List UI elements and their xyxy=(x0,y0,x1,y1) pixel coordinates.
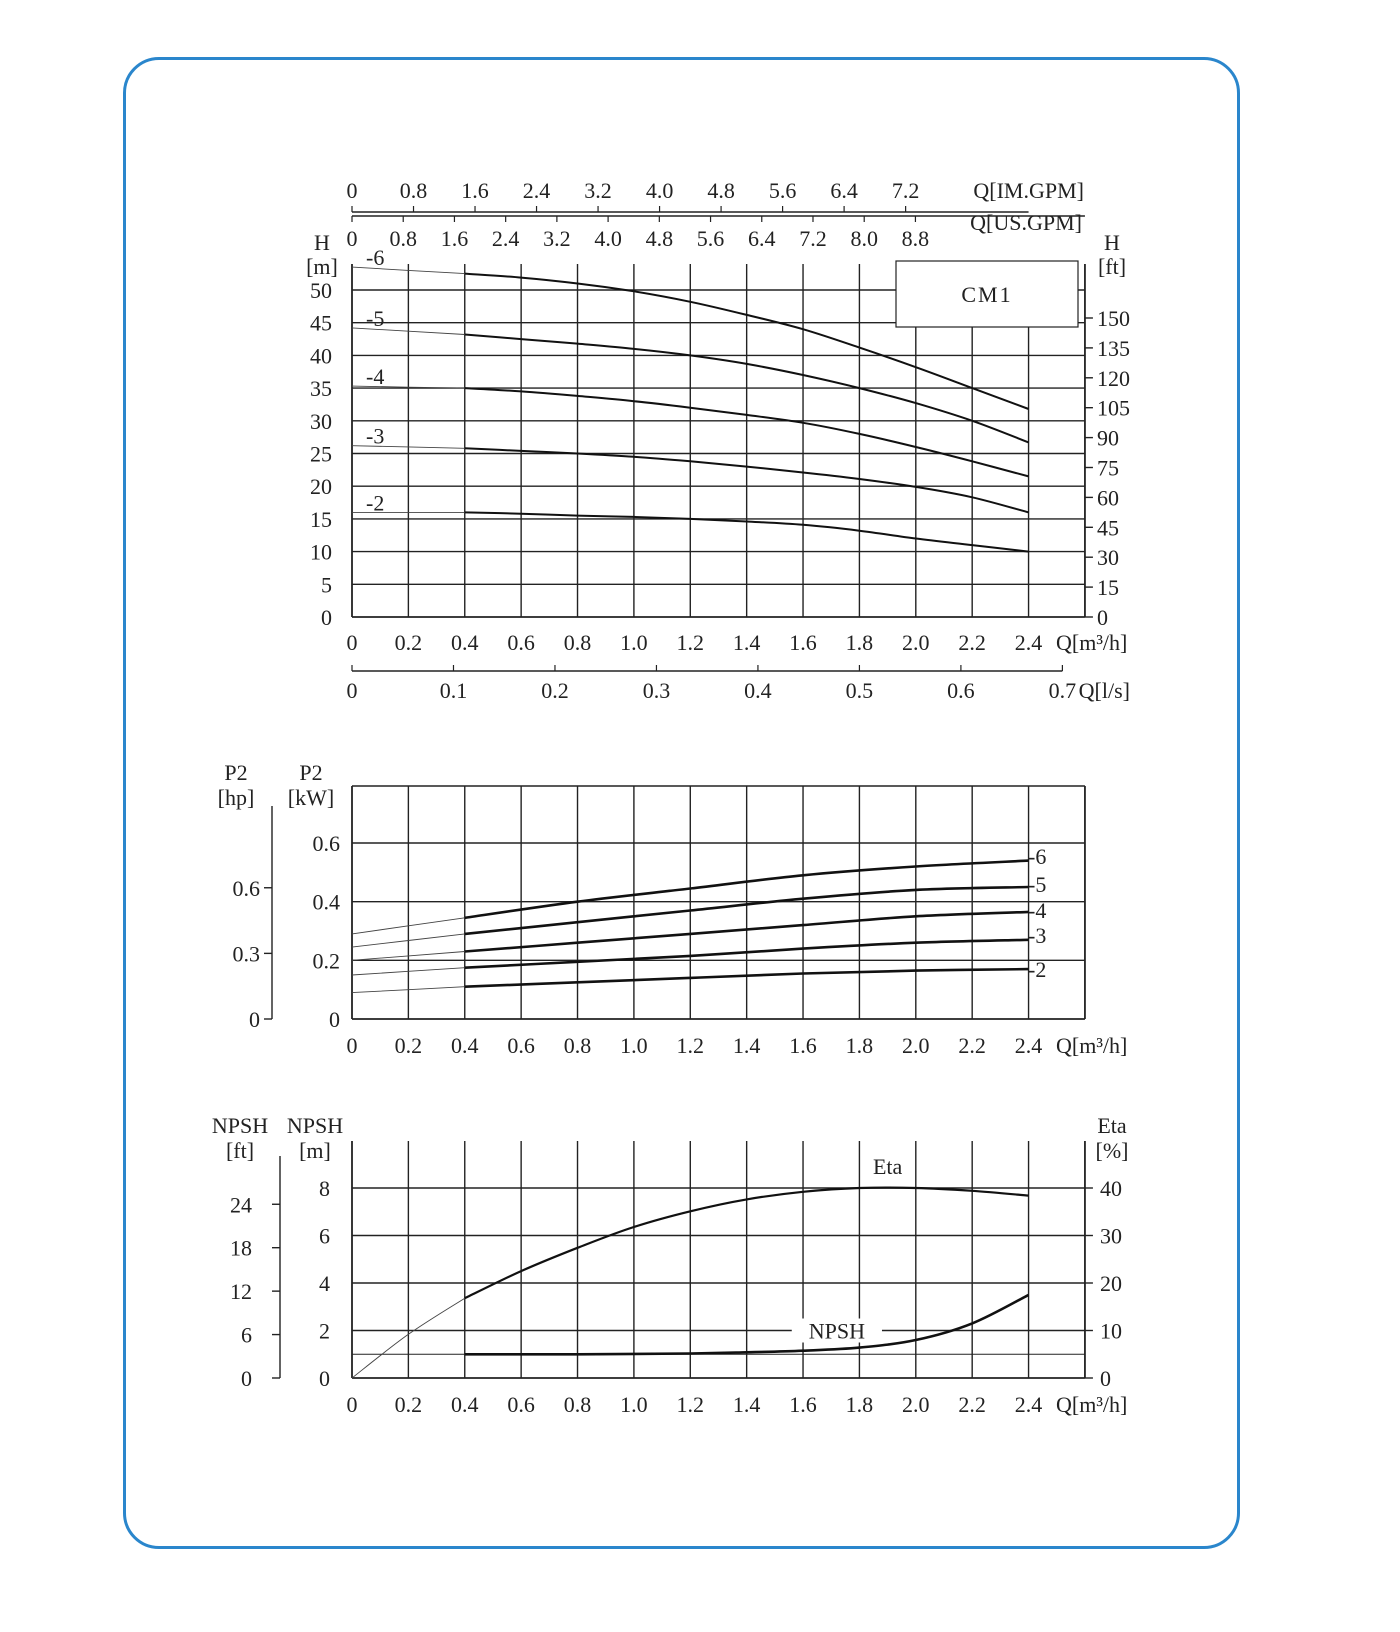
power-kw-tick-label: 0.2 xyxy=(312,948,340,974)
head-right-tick-label: 15 xyxy=(1096,575,1119,601)
us-gpm-tick-label: 0 xyxy=(346,226,358,251)
head-x-tick-label: 2.4 xyxy=(1014,630,1043,655)
eta-curve-label: Eta xyxy=(872,1154,903,1179)
eta-ylabel-unit: [%] xyxy=(1095,1138,1129,1163)
head-y-tick-label: 45 xyxy=(310,310,332,336)
power-x-tick-label: 2.4 xyxy=(1014,1033,1043,1058)
head-x-tick-label: 0.2 xyxy=(394,630,423,655)
npsh-x-tick-label: 0.2 xyxy=(394,1392,423,1417)
ls-tick-label: 0.5 xyxy=(845,678,874,703)
head-x-tick-label: 1.0 xyxy=(620,630,648,655)
head-ylabel-left-unit: [m] xyxy=(306,254,338,279)
npsh-x-tick-label: 2.0 xyxy=(902,1392,930,1417)
us-gpm-tick-label: 8.8 xyxy=(901,226,930,251)
npsh-x-tick-label: 0 xyxy=(346,1392,358,1417)
head-right-tick-label: 75 xyxy=(1096,455,1119,481)
head-right-tick-label: 0 xyxy=(1096,605,1108,630)
us-gpm-tick-label: 1.6 xyxy=(440,226,469,251)
npsh-x-tick-label: 1.0 xyxy=(620,1392,648,1417)
power-xlabel: Q[m³/h] xyxy=(1056,1033,1128,1058)
npsh-x-tick-label: 1.8 xyxy=(845,1392,874,1417)
eta-tick-label: 0 xyxy=(1100,1366,1111,1391)
head-right-tick-label: 150 xyxy=(1096,305,1130,331)
head-ylabel-right: H xyxy=(1104,230,1120,255)
head-right-tick-label: 90 xyxy=(1096,425,1119,451)
head-x-tick-label: 2.2 xyxy=(958,630,986,655)
npsh-ft-tick-label: 0 xyxy=(241,1366,252,1391)
im-gpm-label: Q[IM.GPM] xyxy=(973,178,1084,203)
npsh-x-tick-label: 1.2 xyxy=(676,1392,705,1417)
us-gpm-tick-label: 4.8 xyxy=(645,226,674,251)
power-curve-label: -2 xyxy=(1028,957,1047,982)
head-y-tick-label: 30 xyxy=(310,408,332,434)
npsh-x-tick-label: 0.8 xyxy=(563,1392,592,1417)
head-y-tick-label: 25 xyxy=(310,441,332,467)
npsh-x-tick-label: 0.4 xyxy=(451,1392,479,1417)
npsh-m-tick-label: 4 xyxy=(319,1271,330,1296)
head-y-tick-label: 35 xyxy=(310,376,332,402)
npsh-m-tick-label: 0 xyxy=(319,1366,330,1391)
power-hp-tick-label: 0.3 xyxy=(232,941,260,967)
im-gpm-tick-label: 7.2 xyxy=(891,178,920,203)
im-gpm-tick-label: 4.0 xyxy=(645,178,674,203)
head-x-tick-label: 1.6 xyxy=(789,630,817,655)
power-ylabel-hp: P2 xyxy=(224,760,248,785)
us-gpm-tick-label: 8.0 xyxy=(850,226,878,251)
npsh-xlabel: Q[m³/h] xyxy=(1056,1392,1128,1417)
npsh-ylabel-ft: NPSH xyxy=(211,1113,269,1138)
ls-tick-label: 0.1 xyxy=(439,678,468,703)
head-curve-label: -5 xyxy=(366,305,385,331)
head-ylabel-left: H xyxy=(314,230,330,255)
npsh-x-tick-label: 2.2 xyxy=(958,1392,986,1417)
head-x-tick-label: 0.6 xyxy=(507,630,535,655)
ls-label: Q[l/s] xyxy=(1078,678,1130,703)
im-gpm-tick-label: 0.8 xyxy=(399,178,428,203)
head-right-tick-label: 105 xyxy=(1096,395,1130,421)
us-gpm-tick-label: 3.2 xyxy=(543,226,571,251)
power-kw-tick-label: 0.6 xyxy=(312,831,340,856)
head-right-tick-label: 60 xyxy=(1096,485,1119,511)
us-gpm-tick-label: 6.4 xyxy=(748,226,776,251)
im-gpm-tick-label: 6.4 xyxy=(830,178,858,203)
npsh-x-tick-label: 1.6 xyxy=(789,1392,817,1417)
head-x-tick-label: 0 xyxy=(346,630,358,655)
head-curve-label: -4 xyxy=(366,364,385,390)
power-x-tick-label: 0.6 xyxy=(507,1033,535,1058)
im-gpm-tick-label: 2.4 xyxy=(522,178,551,203)
head-y-tick-label: 15 xyxy=(310,506,332,532)
power-curve-label: -3 xyxy=(1028,923,1047,948)
head-x-tick-label: 1.2 xyxy=(676,630,705,655)
head-ylabel-right-unit: [ft] xyxy=(1097,254,1127,279)
ls-tick-label: 0 xyxy=(346,678,358,703)
npsh-x-tick-label: 1.4 xyxy=(732,1392,761,1417)
eta-tick-label: 20 xyxy=(1100,1271,1122,1296)
ls-tick-label: 0.7 xyxy=(1048,678,1077,703)
im-gpm-tick-label: 0 xyxy=(346,178,358,203)
us-gpm-tick-label: 5.6 xyxy=(696,226,725,251)
npsh-ylabel-m: NPSH xyxy=(286,1113,344,1138)
head-x-tick-label: 1.8 xyxy=(845,630,874,655)
head-y-tick-label: 40 xyxy=(310,343,332,369)
head-xlabel: Q[m³/h] xyxy=(1056,630,1128,655)
ls-tick-label: 0.2 xyxy=(541,678,569,703)
eta-tick-label: 40 xyxy=(1100,1176,1122,1201)
head-right-tick-label: 30 xyxy=(1096,545,1119,571)
us-gpm-label: Q[US.GPM] xyxy=(970,210,1082,235)
npsh-x-tick-label: 2.4 xyxy=(1014,1392,1043,1417)
model-label: CM1 xyxy=(961,282,1013,307)
us-gpm-tick-label: 2.4 xyxy=(491,226,520,251)
power-ylabel-kw: P2 xyxy=(299,760,323,785)
power-hp-tick-label: 0 xyxy=(249,1007,260,1032)
head-x-tick-label: 1.4 xyxy=(732,630,761,655)
power-ylabel-kw-unit: [kW] xyxy=(287,785,335,810)
power-curve-label: -5 xyxy=(1028,872,1047,897)
power-x-tick-label: 2.0 xyxy=(902,1033,930,1058)
head-y-tick-label: 20 xyxy=(310,474,332,500)
eta-tick-label: 30 xyxy=(1100,1223,1122,1249)
npsh-x-tick-label: 0.6 xyxy=(507,1392,535,1417)
npsh-m-tick-label: 6 xyxy=(319,1223,330,1249)
head-x-tick-label: 0.8 xyxy=(563,630,592,655)
us-gpm-tick-label: 0.8 xyxy=(389,226,417,251)
head-y-tick-label: 0 xyxy=(321,605,332,630)
npsh-m-tick-label: 8 xyxy=(319,1176,330,1201)
ls-tick-label: 0.6 xyxy=(947,678,975,703)
npsh-ylabel-ft-unit: [ft] xyxy=(225,1138,255,1163)
head-right-tick-label: 120 xyxy=(1096,365,1130,391)
npsh-ylabel-m-unit: [m] xyxy=(299,1138,331,1163)
eta-ylabel: Eta xyxy=(1097,1113,1127,1138)
power-hp-tick-label: 0.6 xyxy=(232,875,260,901)
power-ylabel-hp-unit: [hp] xyxy=(217,785,255,810)
power-x-tick-label: 1.2 xyxy=(676,1033,705,1058)
head-right-tick-label: 45 xyxy=(1096,515,1119,541)
eta-tick-label: 10 xyxy=(1100,1318,1122,1344)
npsh-m-tick-label: 2 xyxy=(319,1318,330,1344)
npsh-ft-tick-label: 18 xyxy=(230,1235,252,1261)
head-x-tick-label: 0.4 xyxy=(451,630,479,655)
power-x-tick-label: 2.2 xyxy=(958,1033,986,1058)
head-curve-label: -3 xyxy=(366,423,385,449)
head-x-tick-label: 2.0 xyxy=(902,630,930,655)
power-x-tick-label: 1.4 xyxy=(732,1033,761,1058)
power-x-tick-label: 1.8 xyxy=(845,1033,874,1058)
head-y-tick-label: 10 xyxy=(310,539,332,565)
head-y-tick-label: 50 xyxy=(310,278,332,303)
power-x-tick-label: 1.0 xyxy=(620,1033,648,1058)
power-x-tick-label: 0.8 xyxy=(563,1033,592,1058)
im-gpm-tick-label: 5.6 xyxy=(768,178,797,203)
power-x-tick-label: 0.2 xyxy=(394,1033,423,1058)
ls-tick-label: 0.4 xyxy=(744,678,772,703)
power-x-tick-label: 0 xyxy=(346,1033,358,1058)
im-gpm-tick-label: 4.8 xyxy=(707,178,735,203)
im-gpm-tick-label: 3.2 xyxy=(584,178,612,203)
us-gpm-tick-label: 7.2 xyxy=(799,226,827,251)
ls-tick-label: 0.3 xyxy=(642,678,671,703)
power-kw-tick-label: 0 xyxy=(329,1007,340,1032)
power-kw-tick-label: 0.4 xyxy=(312,889,340,915)
head-right-tick-label: 135 xyxy=(1096,335,1130,361)
head-curve-label: -2 xyxy=(366,490,385,516)
power-x-tick-label: 0.4 xyxy=(451,1033,479,1058)
power-curve-label: -6 xyxy=(1028,844,1047,869)
npsh-ft-tick-label: 6 xyxy=(241,1322,252,1348)
npsh-curve-label: NPSH xyxy=(808,1318,865,1344)
npsh-ft-tick-label: 24 xyxy=(230,1192,252,1218)
us-gpm-tick-label: 4.0 xyxy=(594,226,622,251)
head-y-tick-label: 5 xyxy=(321,572,332,598)
power-curve-label: -4 xyxy=(1028,898,1047,923)
power-x-tick-label: 1.6 xyxy=(789,1033,817,1058)
im-gpm-tick-label: 1.6 xyxy=(461,178,489,203)
head-curve-label: -6 xyxy=(366,245,385,271)
npsh-ft-tick-label: 12 xyxy=(230,1279,252,1305)
